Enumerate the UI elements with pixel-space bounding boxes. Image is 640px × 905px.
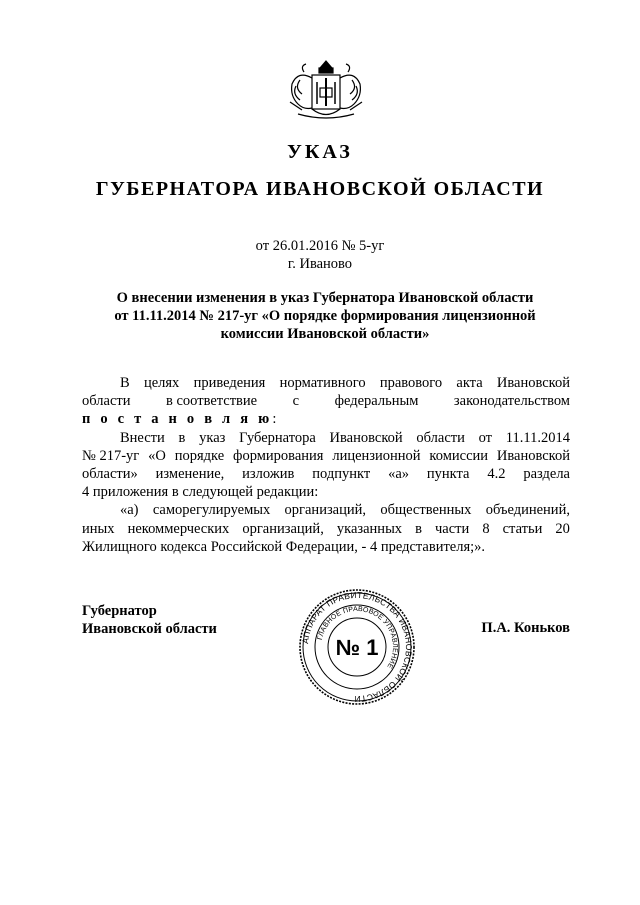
word: комиссии <box>429 447 489 464</box>
word: в <box>178 429 186 446</box>
ivanovo-coat-of-arms-icon <box>286 58 366 124</box>
word: «а» <box>388 465 410 482</box>
word: целях <box>143 375 180 391</box>
word: федеральным <box>334 393 419 410</box>
body-line <box>82 520 570 538</box>
word: изложив <box>242 465 295 482</box>
word: области <box>82 393 131 410</box>
signer-position-line: Ивановской области <box>82 621 217 637</box>
word: в соответствие <box>166 393 258 410</box>
word: 8 <box>482 520 490 537</box>
body-line <box>82 501 570 519</box>
document-body <box>82 374 570 556</box>
word: иных <box>82 520 115 537</box>
word: пункта <box>426 465 470 482</box>
word: «а) <box>120 502 139 519</box>
word: порядке <box>174 447 225 464</box>
word: некоммерческих <box>127 520 230 537</box>
body-line <box>82 429 570 447</box>
word: изменение, <box>155 465 225 482</box>
decree-line <box>82 410 570 428</box>
document-type: УКАЗ <box>287 141 353 163</box>
word: раздела <box>523 465 570 482</box>
document-subject <box>80 289 570 343</box>
word: области <box>416 429 465 446</box>
word: Ивановской <box>496 375 570 391</box>
word: акта <box>456 375 483 391</box>
word: от <box>478 429 493 446</box>
stamp-inner-text: ГЛАВНОЕ ПРАВОВОЕ УПРАВЛЕНИЕ <box>316 605 399 670</box>
document-issuer: ГУБЕРНАТОРА ИВАНОВСКОЙ ОБЛАСТИ <box>95 178 545 200</box>
body-line <box>82 465 570 483</box>
word: указ <box>199 429 226 446</box>
subject-line: от 11.11.2014 № 217-уг «О порядке формирования лицензионной <box>114 308 536 324</box>
subject-line: О внесении изменения в указ Губернатора Ивановской области <box>116 290 534 306</box>
word: саморегулируемых <box>152 502 271 519</box>
decree-colon: : <box>272 411 277 428</box>
word: Ивановской <box>496 447 570 464</box>
word: формирования <box>233 447 324 464</box>
subject-line: комиссии Ивановской области» <box>220 326 430 342</box>
word: законодательством <box>453 393 570 410</box>
official-stamp <box>298 588 416 706</box>
stamp-number: № 1 <box>335 635 379 660</box>
word: области» <box>82 465 138 482</box>
word: 4.2 <box>487 465 506 482</box>
word: 20 <box>555 520 570 537</box>
word: Губернатора <box>239 429 316 446</box>
word: подпункт <box>312 465 371 482</box>
word: организаций, <box>284 502 367 519</box>
document-city: г. Иваново <box>287 256 353 272</box>
word: приведения <box>193 375 266 391</box>
signer-position <box>82 602 217 638</box>
stamp-ring-text: АППАРАТ ПРАВИТЕЛЬСТВА ИВАНОВСКОЙ ОБЛАСТИ <box>300 589 415 705</box>
word: Внести <box>120 429 165 446</box>
word: лицензионной <box>332 447 421 464</box>
document-date-number: от 26.01.2016 № 5-уг <box>255 238 385 254</box>
word: Ивановской <box>329 429 403 446</box>
body-line <box>82 392 570 410</box>
word: 11.11.2014 <box>505 429 570 446</box>
word: № 217-уг <box>82 447 140 464</box>
word: статьи <box>502 520 543 537</box>
word: «О <box>148 447 166 464</box>
word: организаций, <box>242 520 324 537</box>
signer-position-line: Губернатор <box>82 603 157 619</box>
word: части <box>435 520 470 537</box>
body-line: Жилищного кодекса Российской Федерации, - 4 представителя;». <box>82 538 486 555</box>
word: нормативного <box>279 375 366 391</box>
signer-name: П.А. Коньков <box>481 620 570 636</box>
body-line <box>82 374 570 392</box>
word: указанных <box>336 520 403 537</box>
word: с <box>292 393 300 410</box>
body-line <box>82 447 570 465</box>
word: объединений, <box>485 502 570 519</box>
word: правового <box>379 375 443 391</box>
word: общественных <box>380 502 472 519</box>
decree-word: п о с т а н о в л я ю <box>82 411 273 428</box>
word: в <box>415 520 422 537</box>
body-line: 4 приложения в следующей редакции: <box>82 484 319 501</box>
word: В <box>120 375 130 391</box>
